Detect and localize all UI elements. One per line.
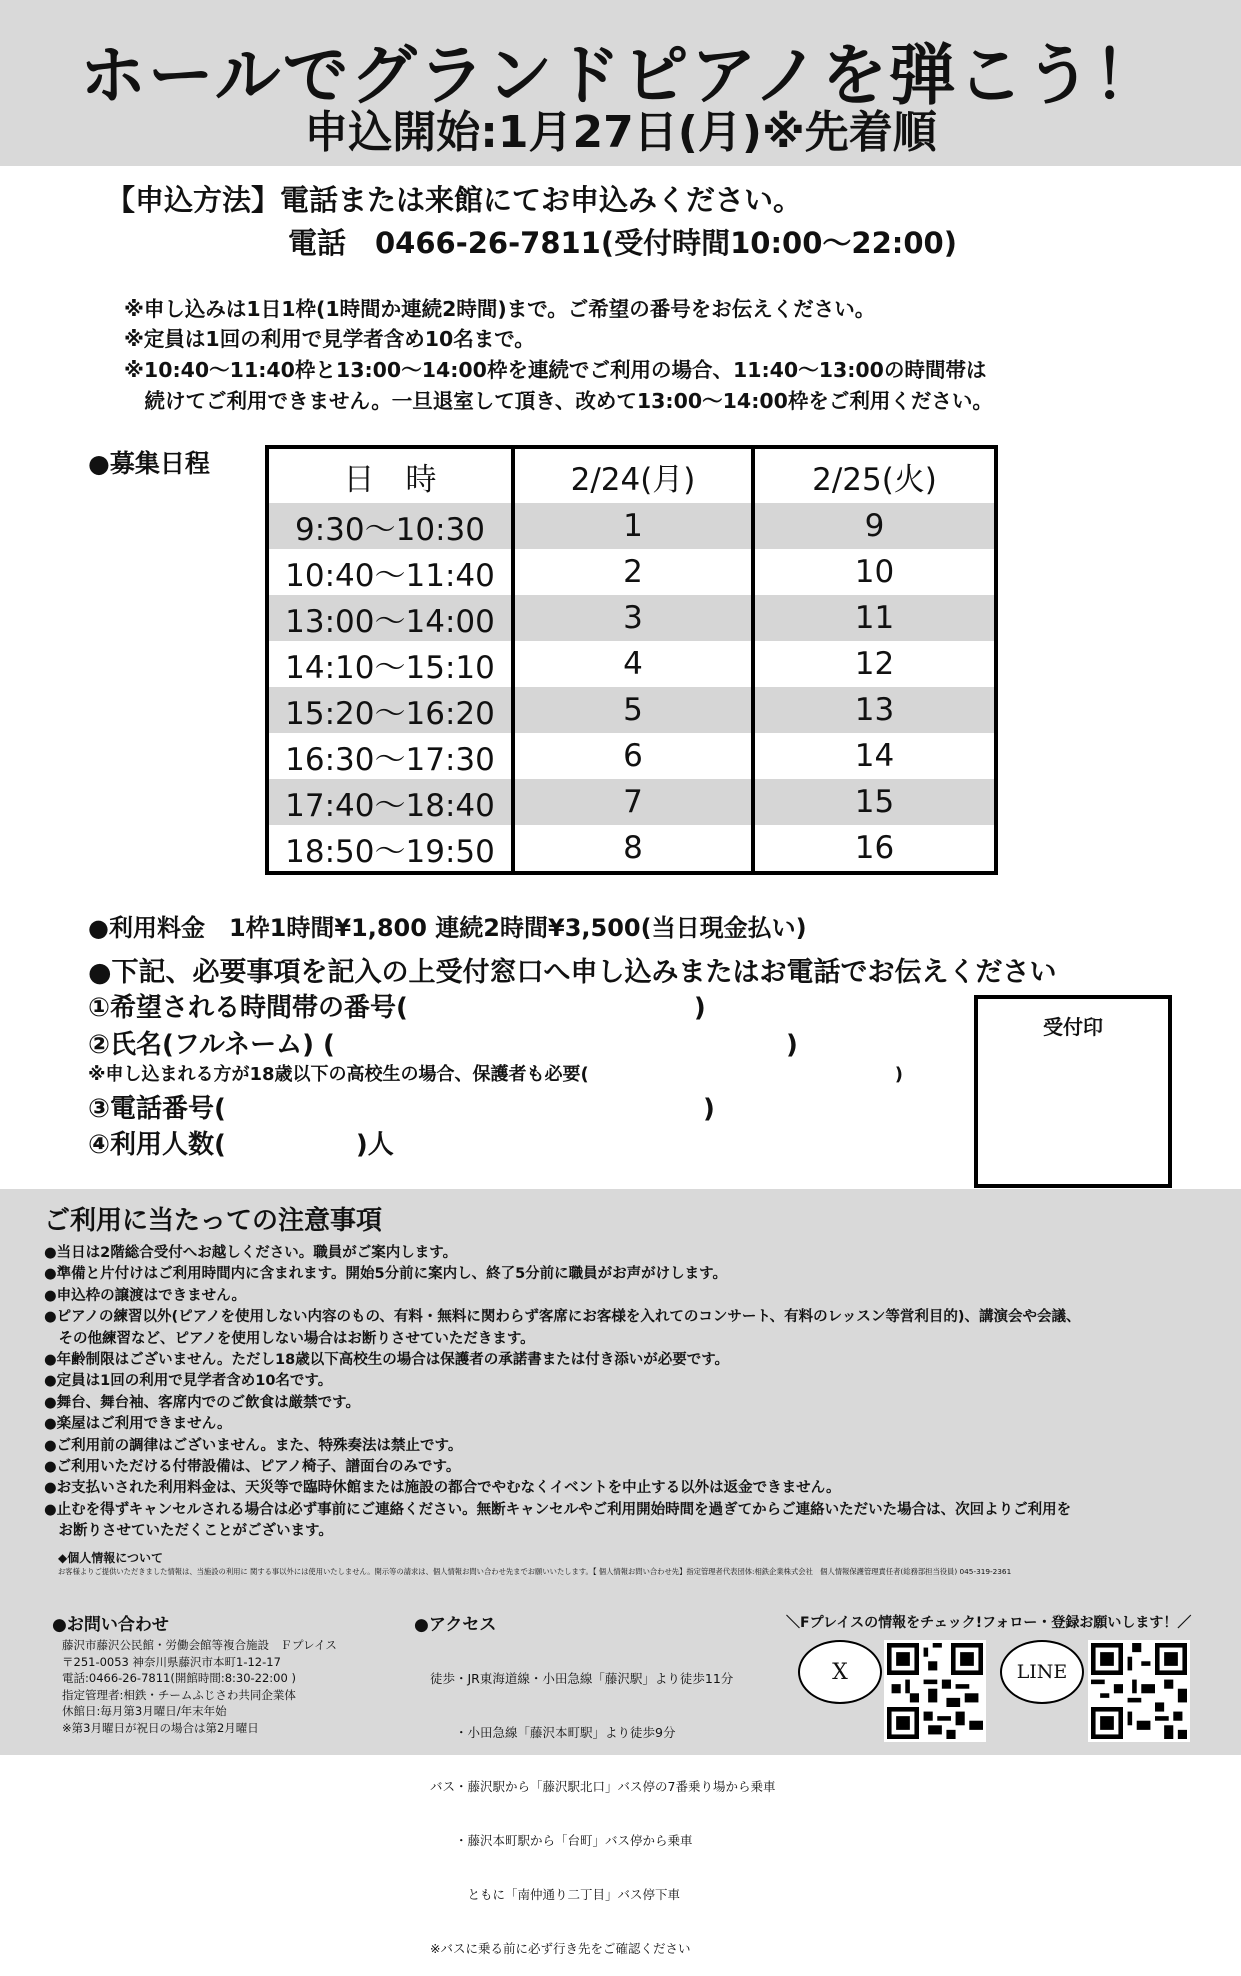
application-start-date: 申込開始:1月27日(月)※先着順 [304, 107, 937, 158]
notice-item: ●ご利用いただける付帯設備は、ピアノ椅子、譜面台のみです。 [44, 1459, 461, 1476]
slot-number: 12 [753, 641, 996, 687]
slot-number: 8 [513, 825, 753, 873]
notice-title: ご利用に当たっての注意事項 [44, 1206, 383, 1236]
slot-number: 6 [513, 733, 753, 779]
notice-item: お断りさせていただくことがございます。 [44, 1523, 333, 1540]
application-phone: 電話 0466-26-7811(受付時間10:00～22:00) [288, 226, 957, 260]
notice-item: ●楽屋はご利用できません。 [44, 1416, 232, 1433]
schedule-row [267, 779, 996, 825]
slot-number: 13 [753, 687, 996, 733]
notice-item: ●ピアノの練習以外(ピアノを使用しない内容のもの、有料・無料に関わらず客席にお客様を入れてのコンサート、有料のレッスン等営利目的)、講演会や会議、 [44, 1309, 1081, 1326]
slot-number: 4 [513, 641, 753, 687]
time-slot: 13:00～14:00 [267, 595, 513, 641]
notice-list [44, 1243, 1214, 1543]
schedule-header-time: 日 時 [343, 461, 437, 498]
slot-number: 7 [513, 779, 753, 825]
access-line: ・小田急線「藤沢本町駅」より徒歩9分 [430, 1725, 676, 1740]
notice-item: ●舞台、舞台袖、客席内でのご飲食は厳禁です。 [44, 1394, 360, 1411]
form-item-phone-number: ③電話番号( ) [88, 1094, 715, 1124]
time-slot: 16:30～17:30 [285, 741, 495, 778]
reception-stamp-box [974, 995, 1172, 1188]
notice-item: ●ご利用前の調律はございません。また、特殊奏法は禁止です。 [44, 1437, 463, 1454]
line-qr-code-icon[interactable] [1088, 1640, 1190, 1742]
privacy-text: お客様よりご提供いただきました情報は、当施設の利用に 関する事以外には使用いたしません。開示等の請求は、個人情報お問い合わせ先までお願いいたします。【 個人情報お問い合わせ先】指定管理者代表団体:相鉄企業株式会社 個人情報保護管理責任者(総務部担当役員) 045-319-2361 [58, 1567, 1012, 1576]
time-slot: 18:50～19:50 [285, 833, 495, 870]
slot-number: 16 [753, 825, 996, 873]
schedule-row [267, 641, 996, 687]
note-line: ※10:40～11:40枠と13:00～14:00枠を連続でご利用の場合、11:40～13:00の時間帯は [124, 358, 987, 382]
schedule-row [267, 595, 996, 641]
note-line: ※定員は1回の利用で見学者含め10名まで。 [124, 327, 535, 351]
slot-number: 11 [753, 595, 996, 641]
access-line: ※バスに乗る前に必ず行き先をご確認ください [430, 1941, 691, 1956]
contact-line: 指定管理者:相鉄・チームふじさわ共同企業体 [62, 1687, 296, 1702]
access-line: 徒歩・JR東海道線・小田急線「藤沢駅」より徒歩11分 [430, 1671, 734, 1686]
access-line: ・藤沢本町駅から「台町」バス停から乗車 [430, 1833, 693, 1848]
access-line: バス・藤沢駅から「藤沢駅北口」バス停の7番乗り場から乗車 [430, 1779, 776, 1794]
schedule-label: ●募集日程 [88, 449, 210, 478]
schedule-header-day1: 2/24(月) [513, 447, 753, 503]
notice-item: その他練習など、ピアノを使用しない場合はお断りさせていただきます。 [44, 1330, 535, 1347]
application-method: 【申込方法】電話または来館にてお申込みください。 [106, 183, 803, 217]
form-item-slot-number: ①希望される時間帯の番号( ) [88, 993, 706, 1023]
notice-item: ●年齢制限はございません。ただし18歳以下高校生の場合は保護者の承諾書または付き添いが必要です。 [44, 1352, 730, 1369]
line-bubble-icon[interactable] [1000, 1640, 1084, 1704]
slot-number: 15 [753, 779, 996, 825]
contact-info [62, 1637, 337, 1736]
form-item-party-size: ④利用人数( )人 [88, 1130, 394, 1160]
contact-line: 電話:0466-26-7811(開館時間:8:30-22:00 ) [62, 1671, 296, 1685]
schedule-header-row [267, 447, 996, 503]
schedule-table [265, 445, 998, 875]
notice-item: ●当日は2階総合受付へお越しください。職員がご案内します。 [44, 1245, 458, 1261]
slot-number: 3 [513, 595, 753, 641]
slot-number: 5 [513, 687, 753, 733]
form-instruction: ●下記、必要事項を記入の上受付窓口へ申し込みまたはお電話でお伝えください [88, 957, 1057, 988]
contact-title: ●お問い合わせ [52, 1615, 169, 1635]
time-slot: 9:30～10:30 [267, 503, 513, 549]
privacy-title: ◆個人情報について [58, 1551, 163, 1565]
schedule-header-day2: 2/25(火) [753, 447, 996, 503]
notice-item: ●申込枠の譲渡はできません。 [44, 1287, 247, 1304]
slot-number: 9 [753, 503, 996, 549]
slot-number: 10 [753, 549, 996, 595]
time-slot: 14:10～15:10 [285, 649, 495, 686]
form-item-guardian-note: ※申し込まれる方が18歳以下の高校生の場合、保護者も必要( ) [88, 1064, 903, 1085]
contact-line: 〒251-0053 神奈川県藤沢市本町1-12-17 [62, 1654, 281, 1669]
page-title: ホールでグランドピアノを弾こう！ [79, 37, 1162, 114]
contact-line: ※第3月曜日が祝日の場合は第2月曜日 [62, 1720, 259, 1735]
notice-item: ●定員は1回の利用で見学者含め10名です。 [44, 1373, 333, 1390]
slot-number: 14 [753, 733, 996, 779]
form-item-full-name: ②氏名(フルネーム) ( ) [88, 1030, 798, 1060]
time-slot: 15:20～16:20 [267, 687, 513, 733]
access-title: ●アクセス [414, 1615, 497, 1635]
contact-line: 藤沢市藤沢公民館・労働会館等複合施設 Ｆプレイス [62, 1638, 337, 1652]
usage-fee: ●利用料金 1枠1時間¥1,800 連続2時間¥3,500(当日現金払い) [88, 914, 807, 942]
x-qr-code-icon[interactable] [884, 1640, 986, 1742]
social-follow-text: ＼Fプレイスの情報をチェック!フォロー・登録お願いします！／ [786, 1615, 1192, 1631]
notice-item: ●準備と片付けはご利用時間内に含まれます。開始5分前に案内し、終了5分前に職員がお声がけします。 [44, 1266, 728, 1283]
time-slot: 17:40～18:40 [267, 779, 513, 825]
note-line: ※申し込みは1日1枠(1時間か連続2時間)まで。ご希望の番号をお伝えください。 [124, 297, 876, 321]
x-label: X [832, 1659, 848, 1685]
schedule-row [267, 825, 996, 873]
slot-number: 1 [513, 503, 753, 549]
contact-line: 休館日:毎月第3月曜日/年末年始 [62, 1704, 227, 1718]
slot-number: 2 [513, 549, 753, 595]
access-info [430, 1634, 775, 1976]
line-label: LINE [1016, 1661, 1068, 1683]
schedule-row [267, 733, 996, 779]
notice-item: ●お支払いされた利用料金は、天災等で臨時休館または施設の都合でやむなくイベントを中止する以外は返金できません。 [44, 1480, 841, 1497]
time-slot: 10:40～11:40 [285, 557, 495, 594]
schedule-row [267, 549, 996, 595]
schedule-row [267, 687, 996, 733]
schedule-row [267, 503, 996, 549]
reception-stamp-label: 受付印 [1043, 1015, 1103, 1039]
notice-item: ●止むを得ずキャンセルされる場合は必ず事前にご連絡ください。無断キャンセルやご利用開始時間を過ぎてからご連絡いただいた場合は、次回よりご利用を [44, 1501, 1072, 1518]
access-line: ともに「南仲通り二丁目」バス停下車 [430, 1887, 681, 1902]
x-bubble-icon[interactable] [798, 1640, 882, 1704]
note-line: 続けてご利用できません。一旦退室して頂き、改めて13:00～14:00枠をご利用ください。 [124, 389, 993, 413]
